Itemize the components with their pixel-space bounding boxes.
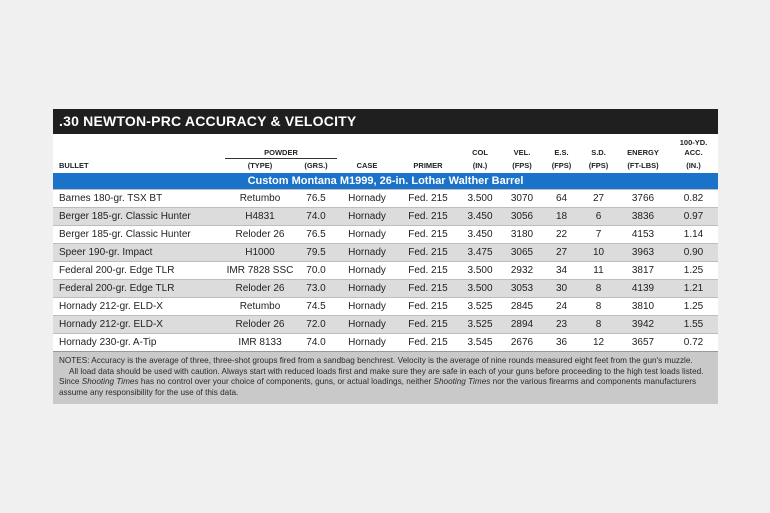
cell-energy: 3836 [617, 208, 669, 226]
cell-es: 30 [543, 280, 580, 298]
header-sd-unit: (FPS) [588, 161, 609, 170]
cell-case: Hornady [337, 190, 397, 208]
header-acc-line1: 100-YD. [679, 138, 708, 147]
cell-energy: 3657 [617, 334, 669, 352]
table-notes [53, 351, 718, 404]
cell-sd: 11 [580, 262, 617, 280]
cell-powder-type: H1000 [225, 244, 295, 262]
header-sd: S.D. [591, 148, 606, 158]
load-data-table [53, 138, 718, 351]
header-row-middle [53, 148, 718, 159]
cell-sd: 12 [580, 334, 617, 352]
cell-case: Hornady [337, 280, 397, 298]
cell-es: 24 [543, 298, 580, 316]
table-row [53, 208, 718, 226]
header-col: COL [472, 148, 488, 158]
table-row [53, 334, 718, 352]
cell-energy: 4139 [617, 280, 669, 298]
cell-velocity: 3180 [501, 226, 543, 244]
cell-sd: 6 [580, 208, 617, 226]
cell-case: Hornady [337, 244, 397, 262]
rifle-subheader: Custom Montana M1999, 26-in. Lothar Walther Barrel [53, 173, 718, 190]
cell-bullet: Hornady 230-gr. A-Tip [53, 334, 225, 352]
cell-primer: Fed. 215 [397, 334, 459, 352]
header-row-top [53, 138, 718, 148]
cell-sd: 8 [580, 316, 617, 334]
cell-col: 3.500 [459, 190, 501, 208]
cell-velocity: 3056 [501, 208, 543, 226]
cell-velocity: 2932 [501, 262, 543, 280]
cell-energy: 3766 [617, 190, 669, 208]
cell-bullet: Barnes 180-gr. TSX BT [53, 190, 225, 208]
cell-es: 27 [543, 244, 580, 262]
cell-powder-grs: 72.0 [295, 316, 337, 334]
cell-velocity: 2676 [501, 334, 543, 352]
cell-col: 3.525 [459, 316, 501, 334]
publication-name: Shooting Times [433, 377, 491, 386]
cell-velocity: 2894 [501, 316, 543, 334]
header-es-unit: (FPS) [551, 161, 572, 170]
cell-sd: 27 [580, 190, 617, 208]
cell-powder-type: IMR 7828 SSC [225, 262, 295, 280]
notes-paragraph-1: NOTES: Accuracy is the average of three, three-shot groups fired from a sandbag benchrest. Velocity is the average of nine rounds measured eight feet from the gun's muzzle. [59, 356, 693, 365]
table-row [53, 190, 718, 208]
cell-bullet: Hornady 212-gr. ELD-X [53, 316, 225, 334]
table-body [53, 190, 718, 352]
cell-es: 36 [543, 334, 580, 352]
cell-primer: Fed. 215 [397, 244, 459, 262]
cell-es: 18 [543, 208, 580, 226]
header-powder-type: (TYPE) [225, 159, 295, 174]
header-bullet: BULLET [59, 161, 89, 170]
cell-powder-grs: 76.5 [295, 190, 337, 208]
cell-sd: 8 [580, 280, 617, 298]
cell-primer: Fed. 215 [397, 208, 459, 226]
cell-col: 3.450 [459, 226, 501, 244]
cell-powder-grs: 76.5 [295, 226, 337, 244]
header-col-unit: (IN.) [472, 161, 488, 170]
cell-case: Hornady [337, 334, 397, 352]
cell-accuracy: 0.82 [669, 190, 718, 208]
cell-accuracy: 0.90 [669, 244, 718, 262]
header-es: E.S. [554, 148, 569, 158]
cell-velocity: 3065 [501, 244, 543, 262]
cell-sd: 7 [580, 226, 617, 244]
cell-sd: 8 [580, 298, 617, 316]
cell-powder-type: Reloder 26 [225, 226, 295, 244]
cell-col: 3.545 [459, 334, 501, 352]
table-row [53, 226, 718, 244]
cell-sd: 10 [580, 244, 617, 262]
cell-col: 3.500 [459, 280, 501, 298]
cell-case: Hornady [337, 262, 397, 280]
cell-bullet: Berger 185-gr. Classic Hunter [53, 226, 225, 244]
cell-powder-type: Retumbo [225, 190, 295, 208]
header-acc-unit: (IN.) [686, 161, 701, 170]
header-energy: ENERGY [627, 148, 659, 158]
cell-col: 3.450 [459, 208, 501, 226]
cell-accuracy: 1.25 [669, 262, 718, 280]
cell-primer: Fed. 215 [397, 280, 459, 298]
cell-primer: Fed. 215 [397, 262, 459, 280]
header-vel: VEL. [513, 148, 531, 158]
cell-velocity: 3070 [501, 190, 543, 208]
header-acc-line2: ACC. [684, 148, 703, 158]
cell-accuracy: 1.55 [669, 316, 718, 334]
cell-bullet: Berger 185-gr. Classic Hunter [53, 208, 225, 226]
cell-powder-grs: 73.0 [295, 280, 337, 298]
cell-primer: Fed. 215 [397, 226, 459, 244]
cell-es: 23 [543, 316, 580, 334]
cell-powder-type: H4831 [225, 208, 295, 226]
cell-col: 3.475 [459, 244, 501, 262]
cell-es: 64 [543, 190, 580, 208]
notes-paragraph-2: All load data should be used with caution. Always start with reduced loads first and make sure they are safe in each of your guns before proceeding to the high test loads listed. Since Shooting Times has no control over your choice of components, guns, or actual loadings, neither Shooting Times nor the various firearms and components manufacturers assume any responsibility for the use of this data. [59, 366, 704, 397]
cell-bullet: Speer 190-gr. Impact [53, 244, 225, 262]
table-row [53, 244, 718, 262]
cell-primer: Fed. 215 [397, 316, 459, 334]
cell-accuracy: 1.25 [669, 298, 718, 316]
load-data-table-card [53, 109, 718, 404]
cell-energy: 3817 [617, 262, 669, 280]
table-row [53, 316, 718, 334]
cell-accuracy: 1.21 [669, 280, 718, 298]
header-row-bottom [53, 159, 718, 174]
cell-accuracy: 0.72 [669, 334, 718, 352]
cell-powder-grs: 74.0 [295, 208, 337, 226]
table-row [53, 280, 718, 298]
cell-bullet: Federal 200-gr. Edge TLR [53, 262, 225, 280]
cell-col: 3.500 [459, 262, 501, 280]
cell-velocity: 2845 [501, 298, 543, 316]
header-powder-group: POWDER [264, 148, 298, 157]
cell-case: Hornady [337, 226, 397, 244]
cell-case: Hornady [337, 316, 397, 334]
cell-primer: Fed. 215 [397, 190, 459, 208]
cell-primer: Fed. 215 [397, 298, 459, 316]
cell-bullet: Hornady 212-gr. ELD-X [53, 298, 225, 316]
header-vel-unit: (FPS) [512, 161, 532, 170]
cell-es: 34 [543, 262, 580, 280]
cell-powder-type: Retumbo [225, 298, 295, 316]
cell-accuracy: 0.97 [669, 208, 718, 226]
table-row [53, 262, 718, 280]
cell-energy: 3963 [617, 244, 669, 262]
header-energy-unit: (FT-LBS) [627, 161, 659, 170]
header-powder-grs: (GRS.) [295, 159, 337, 174]
cell-col: 3.525 [459, 298, 501, 316]
cell-energy: 4153 [617, 226, 669, 244]
cell-powder-type: IMR 8133 [225, 334, 295, 352]
header-case: CASE [356, 161, 378, 170]
cell-energy: 3810 [617, 298, 669, 316]
table-row [53, 298, 718, 316]
cell-powder-grs: 70.0 [295, 262, 337, 280]
cell-es: 22 [543, 226, 580, 244]
cell-powder-type: Reloder 26 [225, 316, 295, 334]
table-title: .30 NEWTON-PRC ACCURACY & VELOCITY [53, 109, 718, 134]
cell-powder-grs: 79.5 [295, 244, 337, 262]
cell-powder-type: Reloder 26 [225, 280, 295, 298]
publication-name: Shooting Times [81, 377, 139, 386]
cell-powder-grs: 74.0 [295, 334, 337, 352]
cell-case: Hornady [337, 208, 397, 226]
cell-accuracy: 1.14 [669, 226, 718, 244]
cell-energy: 3942 [617, 316, 669, 334]
subheader-row [53, 173, 718, 190]
cell-case: Hornady [337, 298, 397, 316]
cell-velocity: 3053 [501, 280, 543, 298]
cell-bullet: Federal 200-gr. Edge TLR [53, 280, 225, 298]
cell-powder-grs: 74.5 [295, 298, 337, 316]
header-primer: PRIMER [413, 161, 443, 170]
